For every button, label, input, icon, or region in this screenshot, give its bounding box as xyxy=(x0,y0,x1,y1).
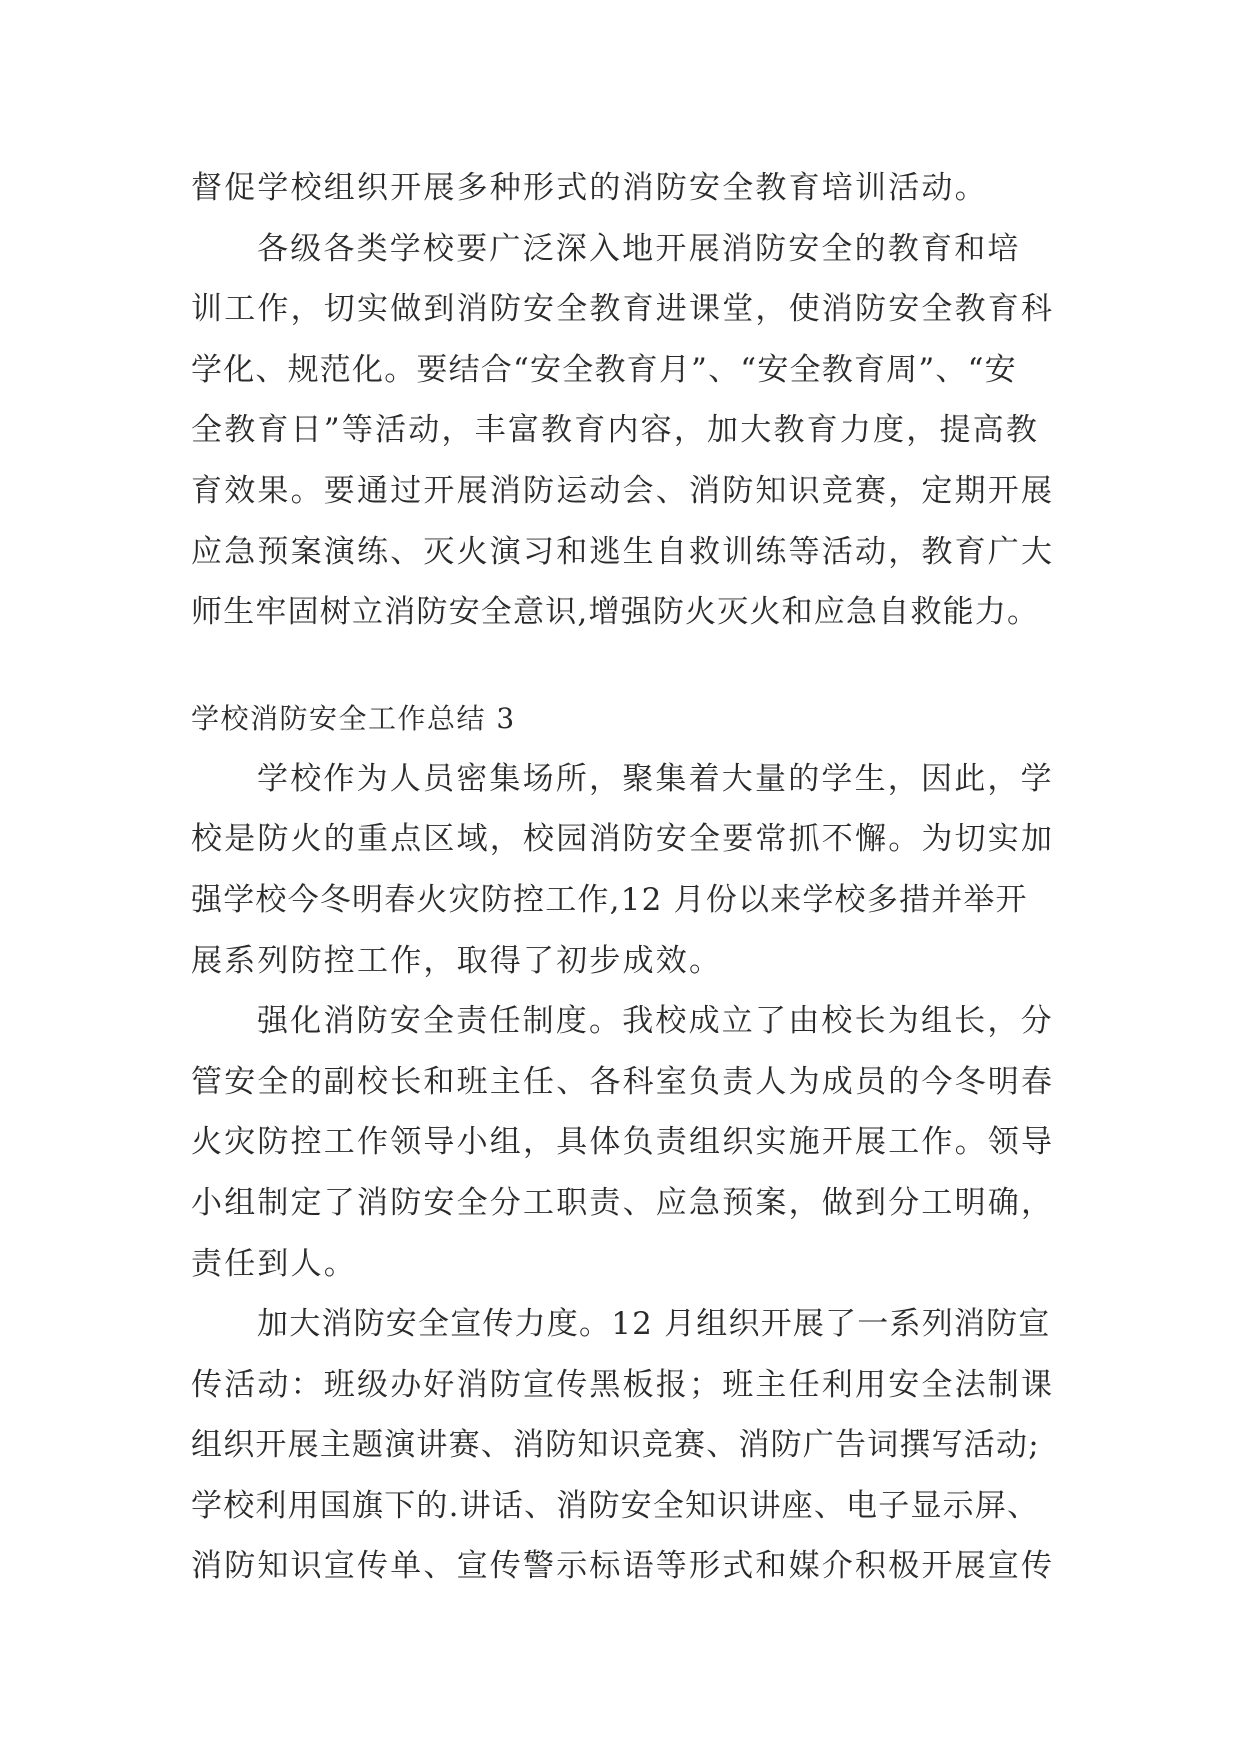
paragraph-line: 小组制定了消防安全分工职责、应急预案，做到分工明确， xyxy=(191,1184,1055,1221)
paragraph-line: 强化消防安全责任制度。我校成立了由校长为组长，分 xyxy=(257,1003,1054,1040)
paragraph-line: 校是防火的重点区域，校园消防安全要常抓不懈。为切实加 xyxy=(191,821,1055,858)
paragraph-line: 学化、规范化。要结合“安全教育月”、“安全教育周”、“安 xyxy=(191,351,1017,388)
paragraph-line: 加大消防安全宣传力度。12 月组织开展了一系列消防宣 xyxy=(257,1306,1051,1343)
paragraph-line: 训工作，切实做到消防安全教育进课堂，使消防安全教育科 xyxy=(191,291,1055,328)
paragraph-line: 传活动：班级办好消防宣传黑板报；班主任利用安全法制课 xyxy=(191,1366,1055,1403)
paragraph-line: 强学校今冬明春火灾防控工作,12 月份以来学校多措并举开 xyxy=(191,881,1028,918)
paragraph-line: 督促学校组织开展多种形式的消防安全教育培训活动。 xyxy=(191,170,988,206)
paragraph-line: 消防知识宣传单、宣传警示标语等形式和媒介积极开展宣传 xyxy=(191,1548,1055,1585)
paragraph-line: 育效果。要通过开展消防运动会、消防知识竞赛，定期开展 xyxy=(191,472,1055,509)
paragraph-line: 应急预案演练、灭火演习和逃生自救训练等活动，教育广大 xyxy=(191,533,1055,570)
section-gap xyxy=(191,643,1051,689)
paragraph-line: 各级各类学校要广泛深入地开展消防安全的教育和培 xyxy=(257,230,1021,267)
paragraph-line: 管安全的副校长和班主任、各科室负责人为成员的今冬明春 xyxy=(191,1063,1055,1100)
paragraph-line: 师生牢固树立消防安全意识,增强防火灭火和应急自救能力。 xyxy=(191,594,1040,631)
paragraph-line: 组织开展主题演讲赛、消防知识竞赛、消防广告词撰写活动; xyxy=(191,1427,1040,1464)
paragraph-line: 学校作为人员密集场所，聚集着大量的学生，因此，学 xyxy=(257,760,1054,797)
section-heading: 学校消防安全工作总结 3 xyxy=(191,701,516,735)
paragraph-line: 责任到人。 xyxy=(191,1245,357,1282)
paragraph-line: 展系列防控工作，取得了初步成效。 xyxy=(191,942,723,979)
paragraph-line: 全教育日”等活动，丰富教育内容，加大教育力度，提高教 xyxy=(191,412,1040,449)
document-body xyxy=(191,158,1055,1597)
paragraph-line: 火灾防控工作领导小组，具体负责组织实施开展工作。领导 xyxy=(191,1124,1055,1161)
paragraph-line: 学校利用国旗下的.讲话、消防安全知识讲座、电子显示屏、 xyxy=(191,1487,1040,1524)
